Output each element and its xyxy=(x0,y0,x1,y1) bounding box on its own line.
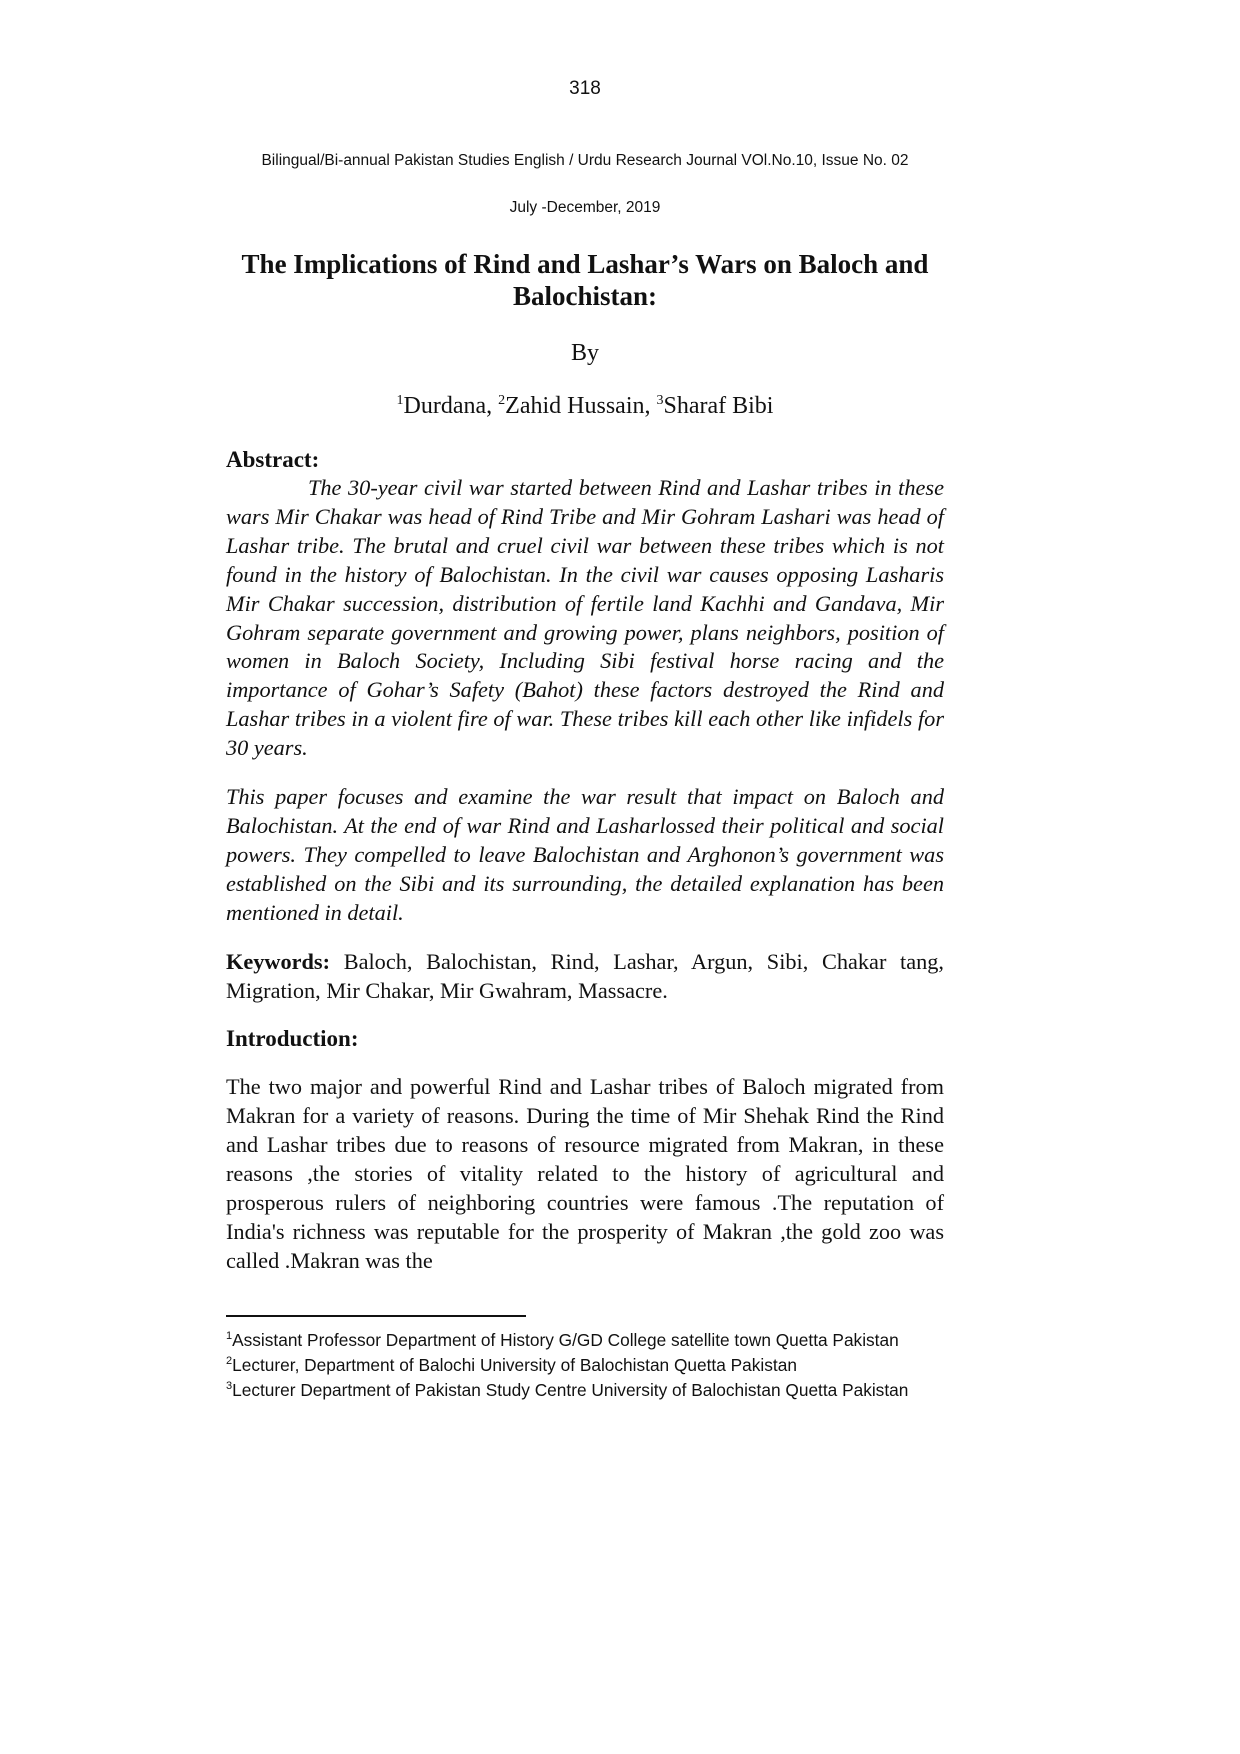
keywords-label: Keywords: xyxy=(226,948,331,974)
footnote-2 xyxy=(226,1353,944,1378)
footnote-2-mark: 2 xyxy=(226,1355,233,1368)
footnote-2-text: Lecturer, Department of Balochi University of Balochistan Quetta Pakistan xyxy=(232,1355,797,1375)
keywords-line xyxy=(226,948,944,1006)
keywords-text: Baloch, Balochistan, Rind, Lashar, Argun, Sibi, Chakar tang, Migration, Mir Chakar, Mir Gwahram, Massacre. xyxy=(226,948,944,1003)
byline-label: By xyxy=(570,340,599,366)
author-1-name: Durdana, xyxy=(403,393,499,419)
author-3-mark: 3 xyxy=(656,393,664,408)
article-title: The Implications of Rind and Lashar’s Wars on Baloch and Balochistan: xyxy=(241,249,929,311)
author-3-name: Sharaf Bibi xyxy=(663,393,774,419)
issue-date: July -December, 2019 xyxy=(509,199,661,216)
footnote-3-text: Lecturer Department of Pakistan Study Centre University of Balochistan Quetta Pakistan xyxy=(232,1380,909,1400)
abstract-paragraph-2: This paper focuses and examine the war result that impact on Baloch and Balochistan. At the end of war Rind and Lasharlossed their political and social powers. They compelled to leave Balochistan and Arghonon’s government was established on the Sibi and its surrounding, the detailed explanation has been mentioned in detail. xyxy=(226,784,944,925)
introduction-paragraph: The two major and powerful Rind and Lashar tribes of Baloch migrated from Makran for a variety of reasons. During the time of Mir Shehak Rind the Rind and Lashar tribes due to reasons of resource migrated from Makran, in these reasons ,the stories of vitality related to the history of agricultural and prosperous rulers of neighboring countries were famous .The reputation of India's richness was reputable for the prosperity of Makran ,the gold zoo was called .Makran was the xyxy=(226,1074,944,1273)
author-1-mark: 1 xyxy=(396,393,404,408)
journal-header: Bilingual/Bi-annual Pakistan Studies English / Urdu Research Journal VOl.No.10, Issue No. 02 xyxy=(261,152,909,169)
author-2-mark: 2 xyxy=(498,393,506,408)
footnote-divider xyxy=(226,1315,526,1317)
page-number: 318 xyxy=(569,78,601,99)
footnote-1-mark: 1 xyxy=(226,1330,233,1343)
footnote-3-mark: 3 xyxy=(226,1380,233,1393)
abstract-heading: Abstract: xyxy=(226,447,320,472)
footnote-1 xyxy=(226,1328,944,1353)
article-body xyxy=(226,446,944,1276)
author-2-name: Zahid Hussain, xyxy=(505,393,657,419)
footnote-3 xyxy=(226,1378,944,1403)
author-list xyxy=(0,393,1170,420)
abstract-paragraph-1: The 30-year civil war started between Rind and Lashar tribes in these wars Mir Chakar was head of Rind Tribe and Mir Gohram Lashari was head of Lashar tribe. The brutal and cruel civil war between these tribes which is not found in the history of Balochistan. In the civil war causes opposing Lasharis Mir Chakar succession, distribution of fertile land Kachhi and Gandava, Mir Gohram separate government and growing power, plans neighbors, position of women in Baloch Society, Including Sibi festival horse racing and the importance of Gohar’s Safety (Bahot) these factors destroyed the Rind and Lashar tribes in a violent fire of war. These tribes kill each other like infidels for 30 years. xyxy=(226,475,944,761)
introduction-heading: Introduction: xyxy=(226,1026,359,1052)
footnotes xyxy=(226,1328,944,1403)
footnote-1-text: Assistant Professor Department of History G/GD College satellite town Quetta Pakistan xyxy=(232,1330,899,1350)
